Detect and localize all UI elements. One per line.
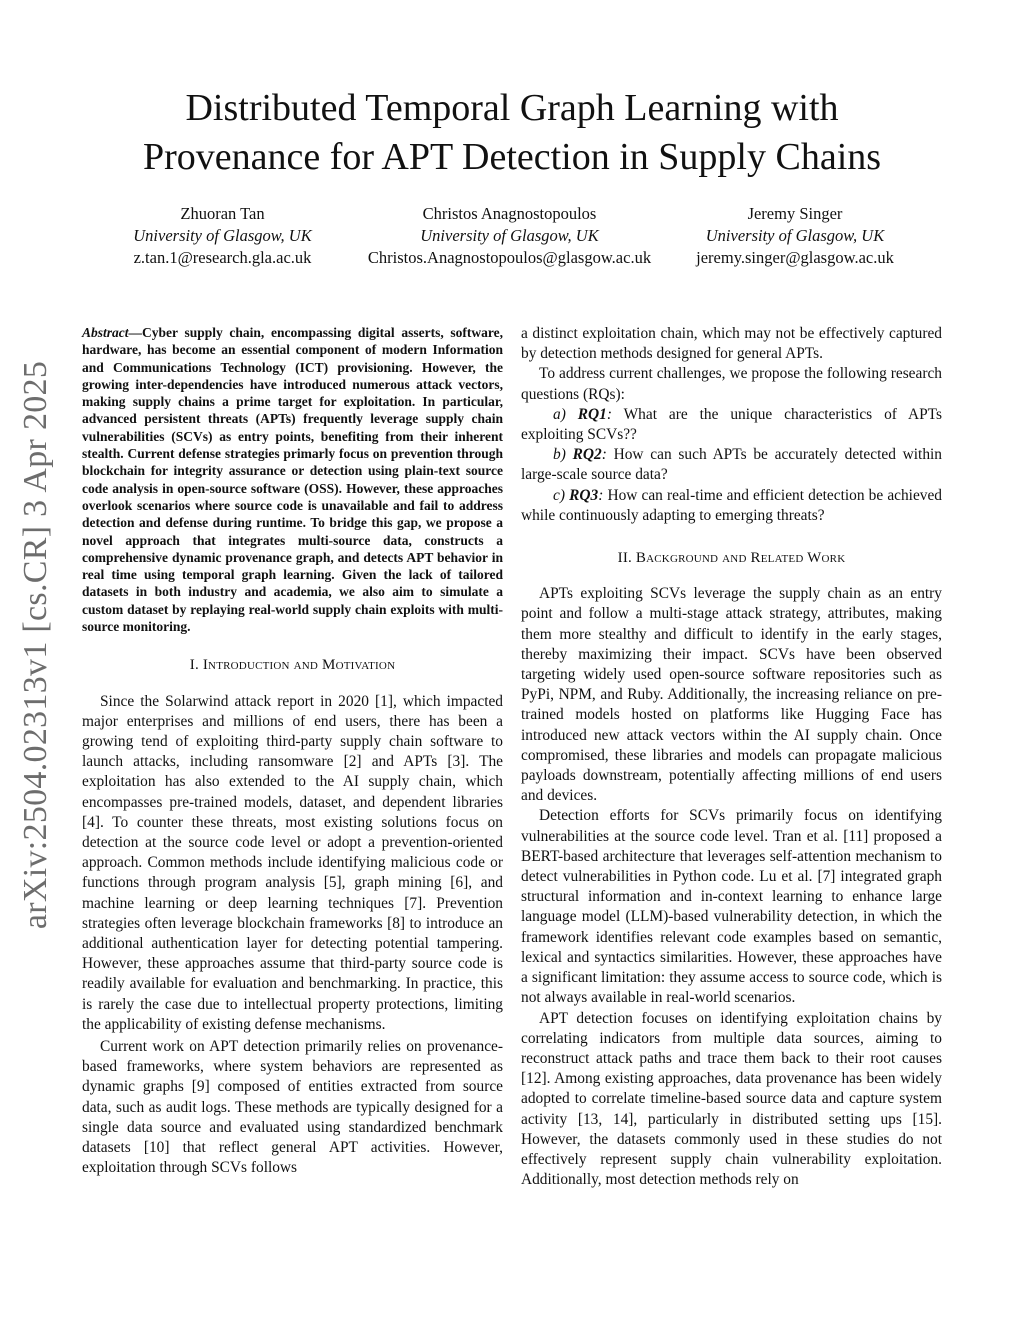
rq-label: a): [553, 405, 566, 423]
abstract: [82, 324, 503, 635]
rq-text: How can such APTs be accurately detected within large-scale source data?: [521, 446, 942, 484]
rq-key: RQ2: [572, 446, 602, 464]
rq-label: b): [553, 446, 566, 464]
abstract-text: Cyber supply chain, encompassing digital asserts, software, hardware, has become an essential component of modern Information and Communications Technology (ICT) provisioning. However, the growing inter-dependencies have introduced numerous attack vectors, making supply chains a prime target for exploitation. In particular, advanced persistent threats (APTs) frequently leverage supply chain vulnerabilities (SCVs) as entry points, benefiting from their inherent stealth. Current defense strategies primarly focus on prevention through blockchain for integrity assurance or detection using plain-text source code analysis in open-source software (OSS). However, these approaches overlook scenarios where source code is unavailable and fail to address detection and defense during runtime. To bridge this gap, we propose a novel approach that integrates multi-source data, constructs a comprehensive dynamic provenance graph, and detects APT behavior in real time using temporal graph learning. Given the lack of tailored datasets in both industry and academia, we also aim to simulate a custom dataset by replaying real-world supply chain exploits with multi-source monitoring.: [82, 325, 503, 635]
arxiv-identifier: arXiv:2504.02313v1 [cs.CR] 3 Apr 2025: [17, 360, 54, 930]
author-2: [352, 203, 667, 269]
paper-title: [0, 84, 1024, 182]
paragraph: Current work on APT detection primarily relies on provenance-based frameworks, where system behaviors are represented as dynamic graphs [9] composed of entities extracted from source data, such as audit logs. These methods are typically designed for a single data source and evaluated using standardized benchmark datasets [10] that reflect general APT activities. However, exploitation through SCVs follows: [82, 1038, 503, 1177]
author-email: Christos.Anagnostopoulos@glasgow.ac.uk: [367, 248, 652, 267]
paragraph: Detection efforts for SCVs primarily focus on identifying vulnerabilities at the source code level. Tran et al. [11] proposed a BERT-based architecture that leverages self-attention mechanism to detect vulnerabilities in Python code. Lu et al. [7] integrated graph structural information and in-context learning to enhance large language model (LLM)-based vulnerability detection, in which the framework identifies relevant code examples based on semantic, lexical and syntactics similarities. However, these approaches have a significant limitation: they assume access to source code, which is not always available in real-world scenarios.: [521, 807, 942, 1007]
rq-text: How can real-time and efficient detection be achieved while continuously adapting to emerging threats?: [521, 486, 943, 524]
rq-label: c): [553, 486, 565, 504]
title-line-2: Provenance for APT Detection in Supply Chains: [142, 136, 882, 178]
author-email: jeremy.singer@glasgow.ac.uk: [696, 248, 894, 267]
rq-key: RQ3: [569, 486, 599, 504]
paragraph: APTs exploiting SCVs leverage the supply chain as an entry point and follow a multi-stage attack strategy, attributes, making them more stealthy and difficult to identify in the early stages, thereby maximizing their impact. SCVs have been observed targeting widely used open-source software repositories such as PyPi, NPM, and Ruby. Additionally, the increasing reliance on pre-trained models hosted on platforms like Hugging Face has introduced new attack vectors within the AI supply chain. Once compromised, these libraries and models can propagate malicious payloads downstream, potentially affecting millions of end users and devices.: [521, 585, 942, 805]
author-affiliation: University of Glasgow, UK: [420, 226, 599, 245]
author-name: Jeremy Singer: [747, 204, 843, 223]
author-name: Zhuoran Tan: [180, 204, 265, 223]
rq-text: What are the unique characteristics of APTs exploiting SCVs??: [521, 405, 942, 444]
left-column: [82, 324, 503, 1178]
rq-key: RQ1: [577, 405, 607, 423]
paragraph: Since the Solarwind attack report in 2020 [1], which impacted major enterprises and millions of end users, there has been a growing tend of exploiting third-party supply chain software to launch attacks, including ransomware [2] and APTs [3]. The exploitation has also extended to the AI supply chain, which encompasses pre-trained models, dataset, and dependent libraries [4]. To counter these threats, most existing solutions focus on detection at the source code level or adopt a prevention-oriented approach. Common methods include identifying malicious code or functions through program analysis [5], graph mining [6], and machine learning or deep learning techniques [7]. Prevention strategies often leverage blockchain frameworks [8] to introduce an additional authentication layer for detecting potential tampering. However, these approaches assume that third-party source code is readily available for evaluation and benchmarking. In practice, this is rarely the case due to intellectual property protections, limiting the applicability of existing defense mechanisms.: [82, 692, 503, 1033]
title-line-1: Distributed Temporal Graph Learning with: [185, 87, 839, 129]
research-question-1: a) RQ1: What are the unique characteristics of APTs exploiting SCVs??: [521, 405, 942, 444]
paragraph: To address current challenges, we propose the following research questions (RQs):: [521, 365, 942, 403]
author-block: [0, 203, 1024, 273]
author-3: [680, 203, 910, 269]
author-1: [110, 203, 335, 269]
section-heading-introduction: I. Introduction and Motivation: [189, 657, 396, 674]
author-name: Christos Anagnostopoulos: [422, 204, 597, 223]
research-question-2: b) RQ2: How can such APTs be accurately detected within large-scale source data?: [521, 446, 942, 484]
author-email: z.tan.1@research.gla.ac.uk: [133, 248, 312, 267]
author-affiliation: University of Glasgow, UK: [133, 226, 312, 245]
paragraph: a distinct exploitation chain, which may not be effectively captured by detection methods designed for general APTs.: [521, 325, 942, 363]
abstract-dash: —: [128, 325, 143, 340]
right-column: [521, 324, 942, 1190]
author-affiliation: University of Glasgow, UK: [705, 226, 885, 245]
section-heading-background: II. Background and Related Work: [617, 550, 846, 567]
abstract-label: Abstract: [82, 325, 129, 340]
paragraph: APT detection focuses on identifying exploitation chains by correlating indicators from multiple data sources, aiming to reconstruct attack paths and trace them back to their root causes [12]. Among existing approaches, data provenance has been widely adopted to correlate timeline-based source data and capture system activity [13, 14], particularly in distributed setting ups [15]. However, the datasets commonly used in these studies do not effectively represent supply chain vulnerability exploitation. Additionally, most detection methods rely on: [521, 1009, 942, 1189]
arxiv-sidebar: [16, 360, 56, 930]
research-question-3: c) RQ3: How can real-time and efficient detection be achieved while continuously adapting to emerging threats?: [521, 486, 943, 524]
